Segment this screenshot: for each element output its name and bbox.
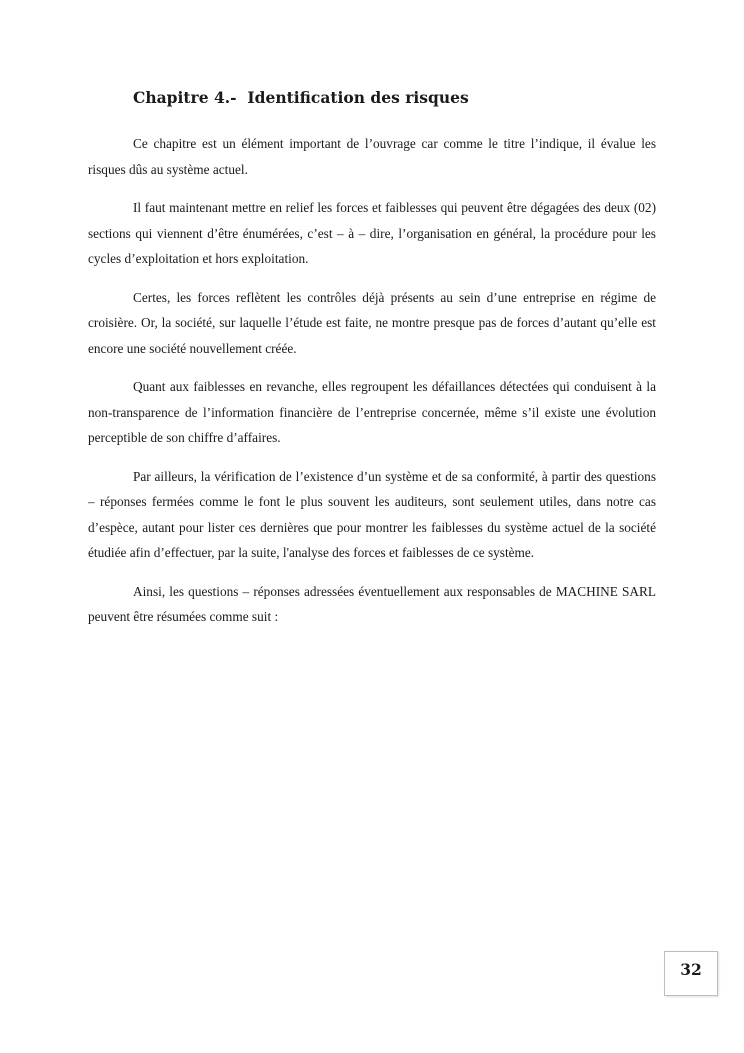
page-number: 32 bbox=[680, 960, 702, 979]
body-text bbox=[88, 131, 656, 643]
page-number-box bbox=[664, 951, 718, 996]
paragraph-verification: Par ailleurs, la vérification de l’existence d’un système et de sa conformité, à partir des questions – réponses fermées comme le font le plus souvent les auditeurs, sont seulement utiles, dans notre cas d’espèce, autant pour lister ces dernières que pour montrer les faiblesses du système actuel de la société étudiée afin d’effectuer, par la suite, l'analyse des forces et faiblesses de ce système. bbox=[88, 468, 656, 560]
paragraph-forces: Certes, les forces reflètent les contrôles déjà présents au sein d’une entreprise en régime de croisière. Or, la société, sur laquelle l’étude est faite, ne montre presque pas de forces d’autant qu’elle est encore une société nouvellement créée. bbox=[88, 289, 656, 356]
paragraph-faiblesses: Quant aux faiblesses en revanche, elles regroupent les défaillances détectées qui conduisent à la non-transparence de l’information financière de l’entreprise concernée, même s’il existe une évolution perceptible de son chiffre d’affaires. bbox=[88, 379, 656, 445]
paragraph-conclusion: Ainsi, les questions – réponses adressées éventuellement aux responsables de MACHINE SARL peuvent être résumées comme suit : bbox=[88, 583, 656, 624]
paragraph-intro: Ce chapitre est un élément important de l’ouvrage car comme le titre l’indique, il évalue les risques dûs au système actuel. bbox=[88, 136, 656, 177]
paragraph-forces-faiblesses: Il faut maintenant mettre en relief les forces et faiblesses qui peuvent être dégagées des deux (02) sections qui viennent d’être énumérées, c’est – à – dire, l’organisation en général, la procédure pour les cycles d’exploitation et hors exploitation. bbox=[88, 200, 656, 266]
chapter-title: Chapitre 4.- Identification des risques bbox=[133, 88, 469, 107]
